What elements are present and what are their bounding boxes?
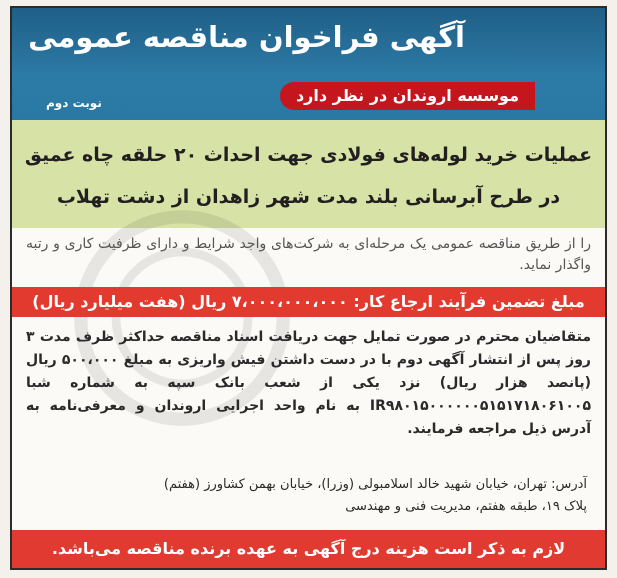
address-line-1: آدرس: تهران، خیابان شهید خالد اسلامبولی (وزرا)، خیابان بهمن کشاورز (هفتم) <box>163 477 587 492</box>
ad-title: آگهی فراخوان مناقصه عمومی <box>28 20 465 54</box>
tender-advertisement <box>10 6 607 570</box>
instructions-paragraph: متقاضیان محترم در صورت تمایل جهت دریافت اسناد مناقصه حداکثر ظرف مدت ۳ روز پس از انتشار آگهی دوم با در دست داشتن فیش واریزی به مبلغ ۵۰۰،۰۰۰ ریال (پانصد هزار ریال) نزد یکی از شعب بانک سپه به شماره شبا IR۹۸۰۱۵۰۰۰۰۰۰۵۱۵۱۷۱۸۰۶۱۰۰۵ به نام واحد اجرایی اروندان و معرفی‌نامه به آدرس ذیل مراجعه فرمایند. <box>26 329 591 437</box>
intro-paragraph: را از طریق مناقصه عمومی یک مرحله‌ای به شرکت‌های واجد شرایط و دارای ظرفیت کاری و رتبه واگذار نماید. <box>26 236 591 273</box>
subject-line-1: عملیات خرید لوله‌های فولادی جهت احداث ۲۰ حلقه چاه عمیق <box>24 144 593 166</box>
footer-note: لازم به ذکر است هزینه درج آگهی به عهده برنده مناقصه می‌باشد. <box>12 530 605 568</box>
address-block <box>32 474 587 518</box>
address-line-2: پلاک ۱۹، طبقه هفتم، مدیریت فنی و مهندسی <box>345 499 587 514</box>
round-label: نوبت دوم <box>46 96 102 110</box>
subject-line-2: در طرح آبرسانی بلند مدت شهر زاهدان از دشت تهلاب <box>56 186 561 208</box>
header-banner <box>12 8 605 120</box>
organization-badge: موسسه اروندان در نظر دارد <box>280 82 535 110</box>
guarantee-banner: مبلغ تضمین فرآیند ارجاع کار: ۷،۰۰۰،۰۰۰،۰۰۰ ریال (هفت میلیارد ریال) <box>12 287 605 317</box>
